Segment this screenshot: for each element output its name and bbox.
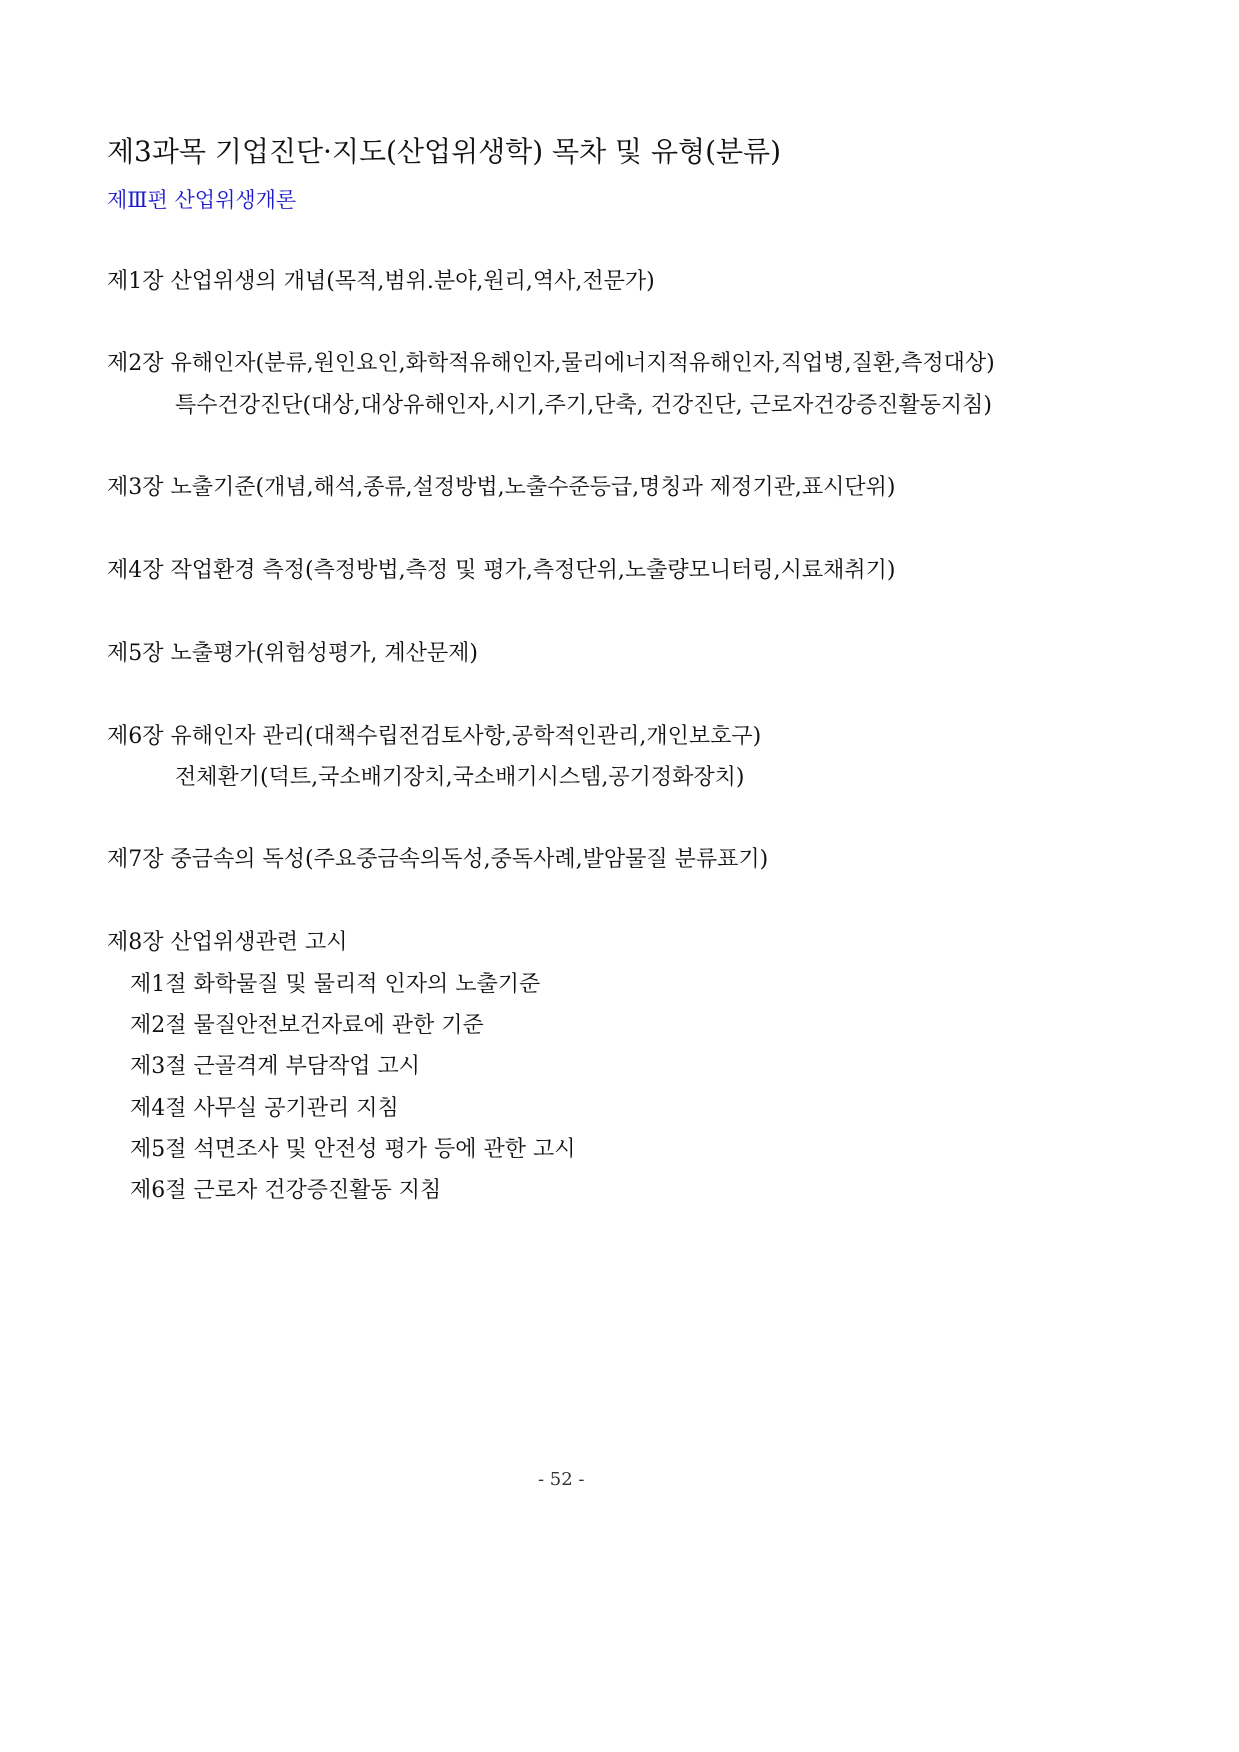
chapter-3: 제3장 노출기준(개념,해석,종류,설정방법,노출수준등급,명칭과 제정기관,표시단위) [107,475,896,500]
page-number: - 52 - [538,1469,585,1490]
chapter-2: 제2장 유해인자(분류,원인요인,화학적유해인자,물리에너지적유해인자,직업병,질환,측정대상) [107,351,995,376]
part-heading: 제Ⅲ편 산업위생개론 [107,188,297,212]
chapter-1: 제1장 산업위생의 개념(목적,범위.분야,원리,역사,전문가) [107,269,655,294]
section-4: 제4절 사무실 공기관리 지침 [130,1096,399,1121]
section-3: 제3절 근골격계 부담작업 고시 [130,1054,421,1079]
chapter-7: 제7장 중금속의 독성(주요중금속의독성,중독사례,발암물질 분류표기) [107,847,769,872]
section-6: 제6절 근로자 건강증진활동 지침 [130,1178,442,1203]
section-1: 제1절 화학물질 및 물리적 인자의 노출기준 [130,972,541,997]
chapter-2-cont: 특수건강진단(대상,대상유해인자,시기,주기,단축, 건강진단, 근로자건강증진활동지침) [175,393,992,418]
section-2: 제2절 물질안전보건자료에 관한 기준 [130,1013,484,1038]
chapter-6-cont: 전체환기(덕트,국소배기장치,국소배기시스템,공기정화장치) [175,765,745,790]
chapter-4: 제4장 작업환경 측정(측정방법,측정 및 평가,측정단위,노출량모니터링,시료채취기) [107,558,896,583]
chapter-6: 제6장 유해인자 관리(대책수립전검토사항,공학적인관리,개인보호구) [107,724,762,749]
chapter-5: 제5장 노출평가(위험성평가, 계산문제) [107,641,478,666]
page-title: 제3과목 기업진단·지도(산업위생학) 목차 및 유형(분류) [107,135,782,168]
section-5: 제5절 석면조사 및 안전성 평가 등에 관한 고시 [130,1137,576,1162]
chapter-8: 제8장 산업위생관련 고시 [107,930,348,955]
